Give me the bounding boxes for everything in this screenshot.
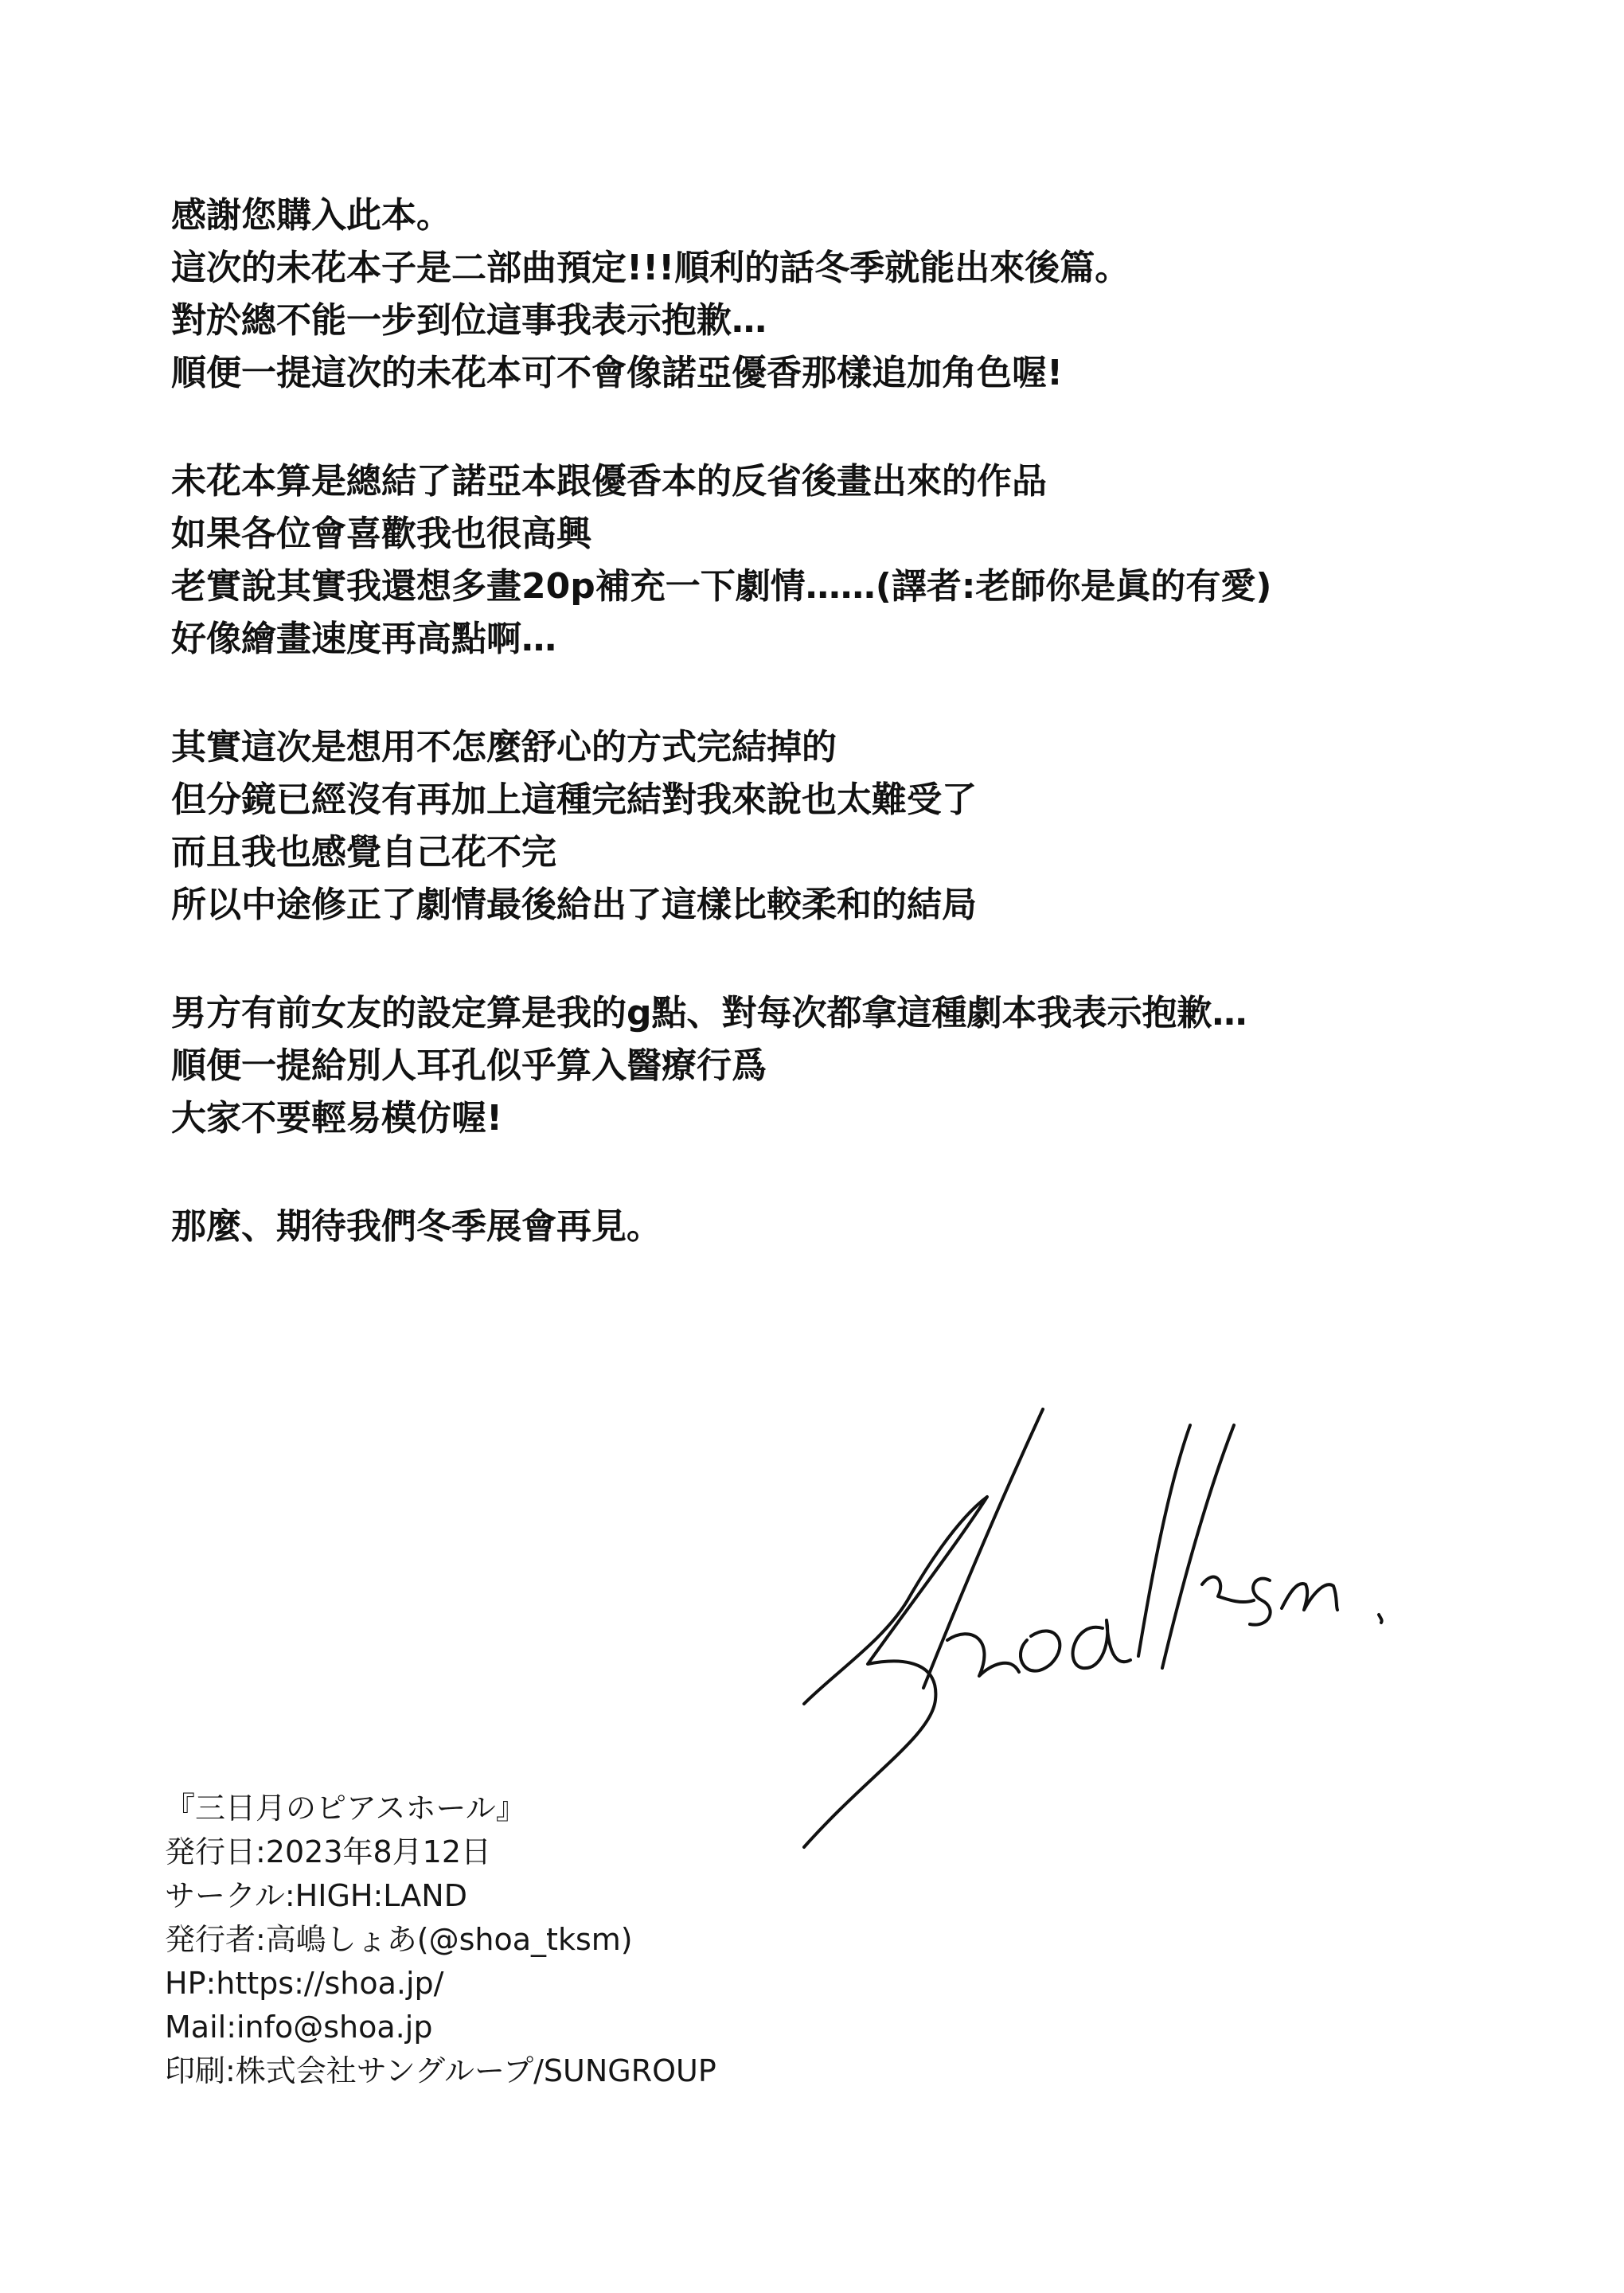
- signature-stroke: [1073, 1620, 1130, 1668]
- afterword-line: 但分鏡已經沒有再加上這種完結對我來說也太難受了: [171, 779, 977, 820]
- signature-stroke: [1021, 1631, 1060, 1670]
- afterword-line: 老實說其實我還想多畫20p補充一下劇情……(譯者:老師你是眞的有愛): [171, 566, 1272, 607]
- signature-stroke: [1379, 1615, 1382, 1623]
- colophon: [165, 1787, 961, 2093]
- afterword-line: 男方有前女友的設定算是我的g點、對每次都拿這種劇本我表示抱歉…: [171, 993, 1247, 1033]
- afterword-line: 順便一提這次的未花本可不會像諾亞優香那樣追加角色喔!: [171, 353, 1064, 393]
- afterword-line: 好像繪畫速度再高點啊…: [171, 619, 556, 659]
- afterword-line: 其實這次是想用不怎麼舒心的方式完結掉的: [171, 727, 837, 768]
- signature-stroke: [1282, 1584, 1337, 1610]
- afterword-paragraph: [171, 455, 1477, 666]
- signature-stroke: [1162, 1425, 1234, 1668]
- afterword-line: 大家不要輕易模仿喔!: [171, 1098, 503, 1139]
- colophon-title: 『三日月のピアスホール』: [165, 1791, 526, 1826]
- afterword-line: 如果各位會喜歡我也很高興: [171, 514, 591, 554]
- signature-stroke: [947, 1634, 1019, 1676]
- afterword-paragraph: [171, 721, 1477, 932]
- afterword-paragraph: [171, 1201, 1477, 1253]
- afterword-paragraph: [171, 189, 1477, 400]
- colophon-homepage: HP:https://shoa.jp/: [165, 1966, 444, 2001]
- afterword-line: 那麼、期待我們冬季展會再見。: [171, 1206, 662, 1247]
- afterword-line: 而且我也感覺自己花不完: [171, 832, 556, 873]
- colophon-date: 発行日:2023年8月12日: [165, 1834, 492, 1869]
- afterword-line: 對於總不能一步到位這事我表示抱歉…: [171, 300, 767, 341]
- colophon-printer: 印刷:株式会社サングループ/SUNGROUP: [165, 2053, 716, 2088]
- afterword-paragraph: [171, 987, 1477, 1145]
- afterword-line: 這次的未花本子是二部曲預定!!!順利的話冬季就能出來後篇。: [171, 248, 1130, 288]
- afterword-text: [171, 189, 1477, 1309]
- colophon-mail: Mail:info@shoa.jp: [165, 2010, 433, 2045]
- afterword-line: 感謝您購入此本。: [171, 195, 451, 236]
- afterword-line: 順便一提給別人耳孔似乎算入醫療行爲: [171, 1045, 767, 1086]
- signature-stroke: [1202, 1577, 1254, 1603]
- colophon-circle: サークル:HIGH:LAND: [165, 1878, 467, 1913]
- afterword-line: 所以中途修正了劇情最後給出了這樣比較柔和的結局: [171, 885, 977, 925]
- signature-stroke: [1138, 1425, 1190, 1656]
- afterword-line: 未花本算是總結了諾亞本跟優香本的反省後畫出來的作品: [171, 461, 1047, 502]
- colophon-publisher: 発行者:高嶋しょあ(@shoa_tksm): [165, 1922, 633, 1957]
